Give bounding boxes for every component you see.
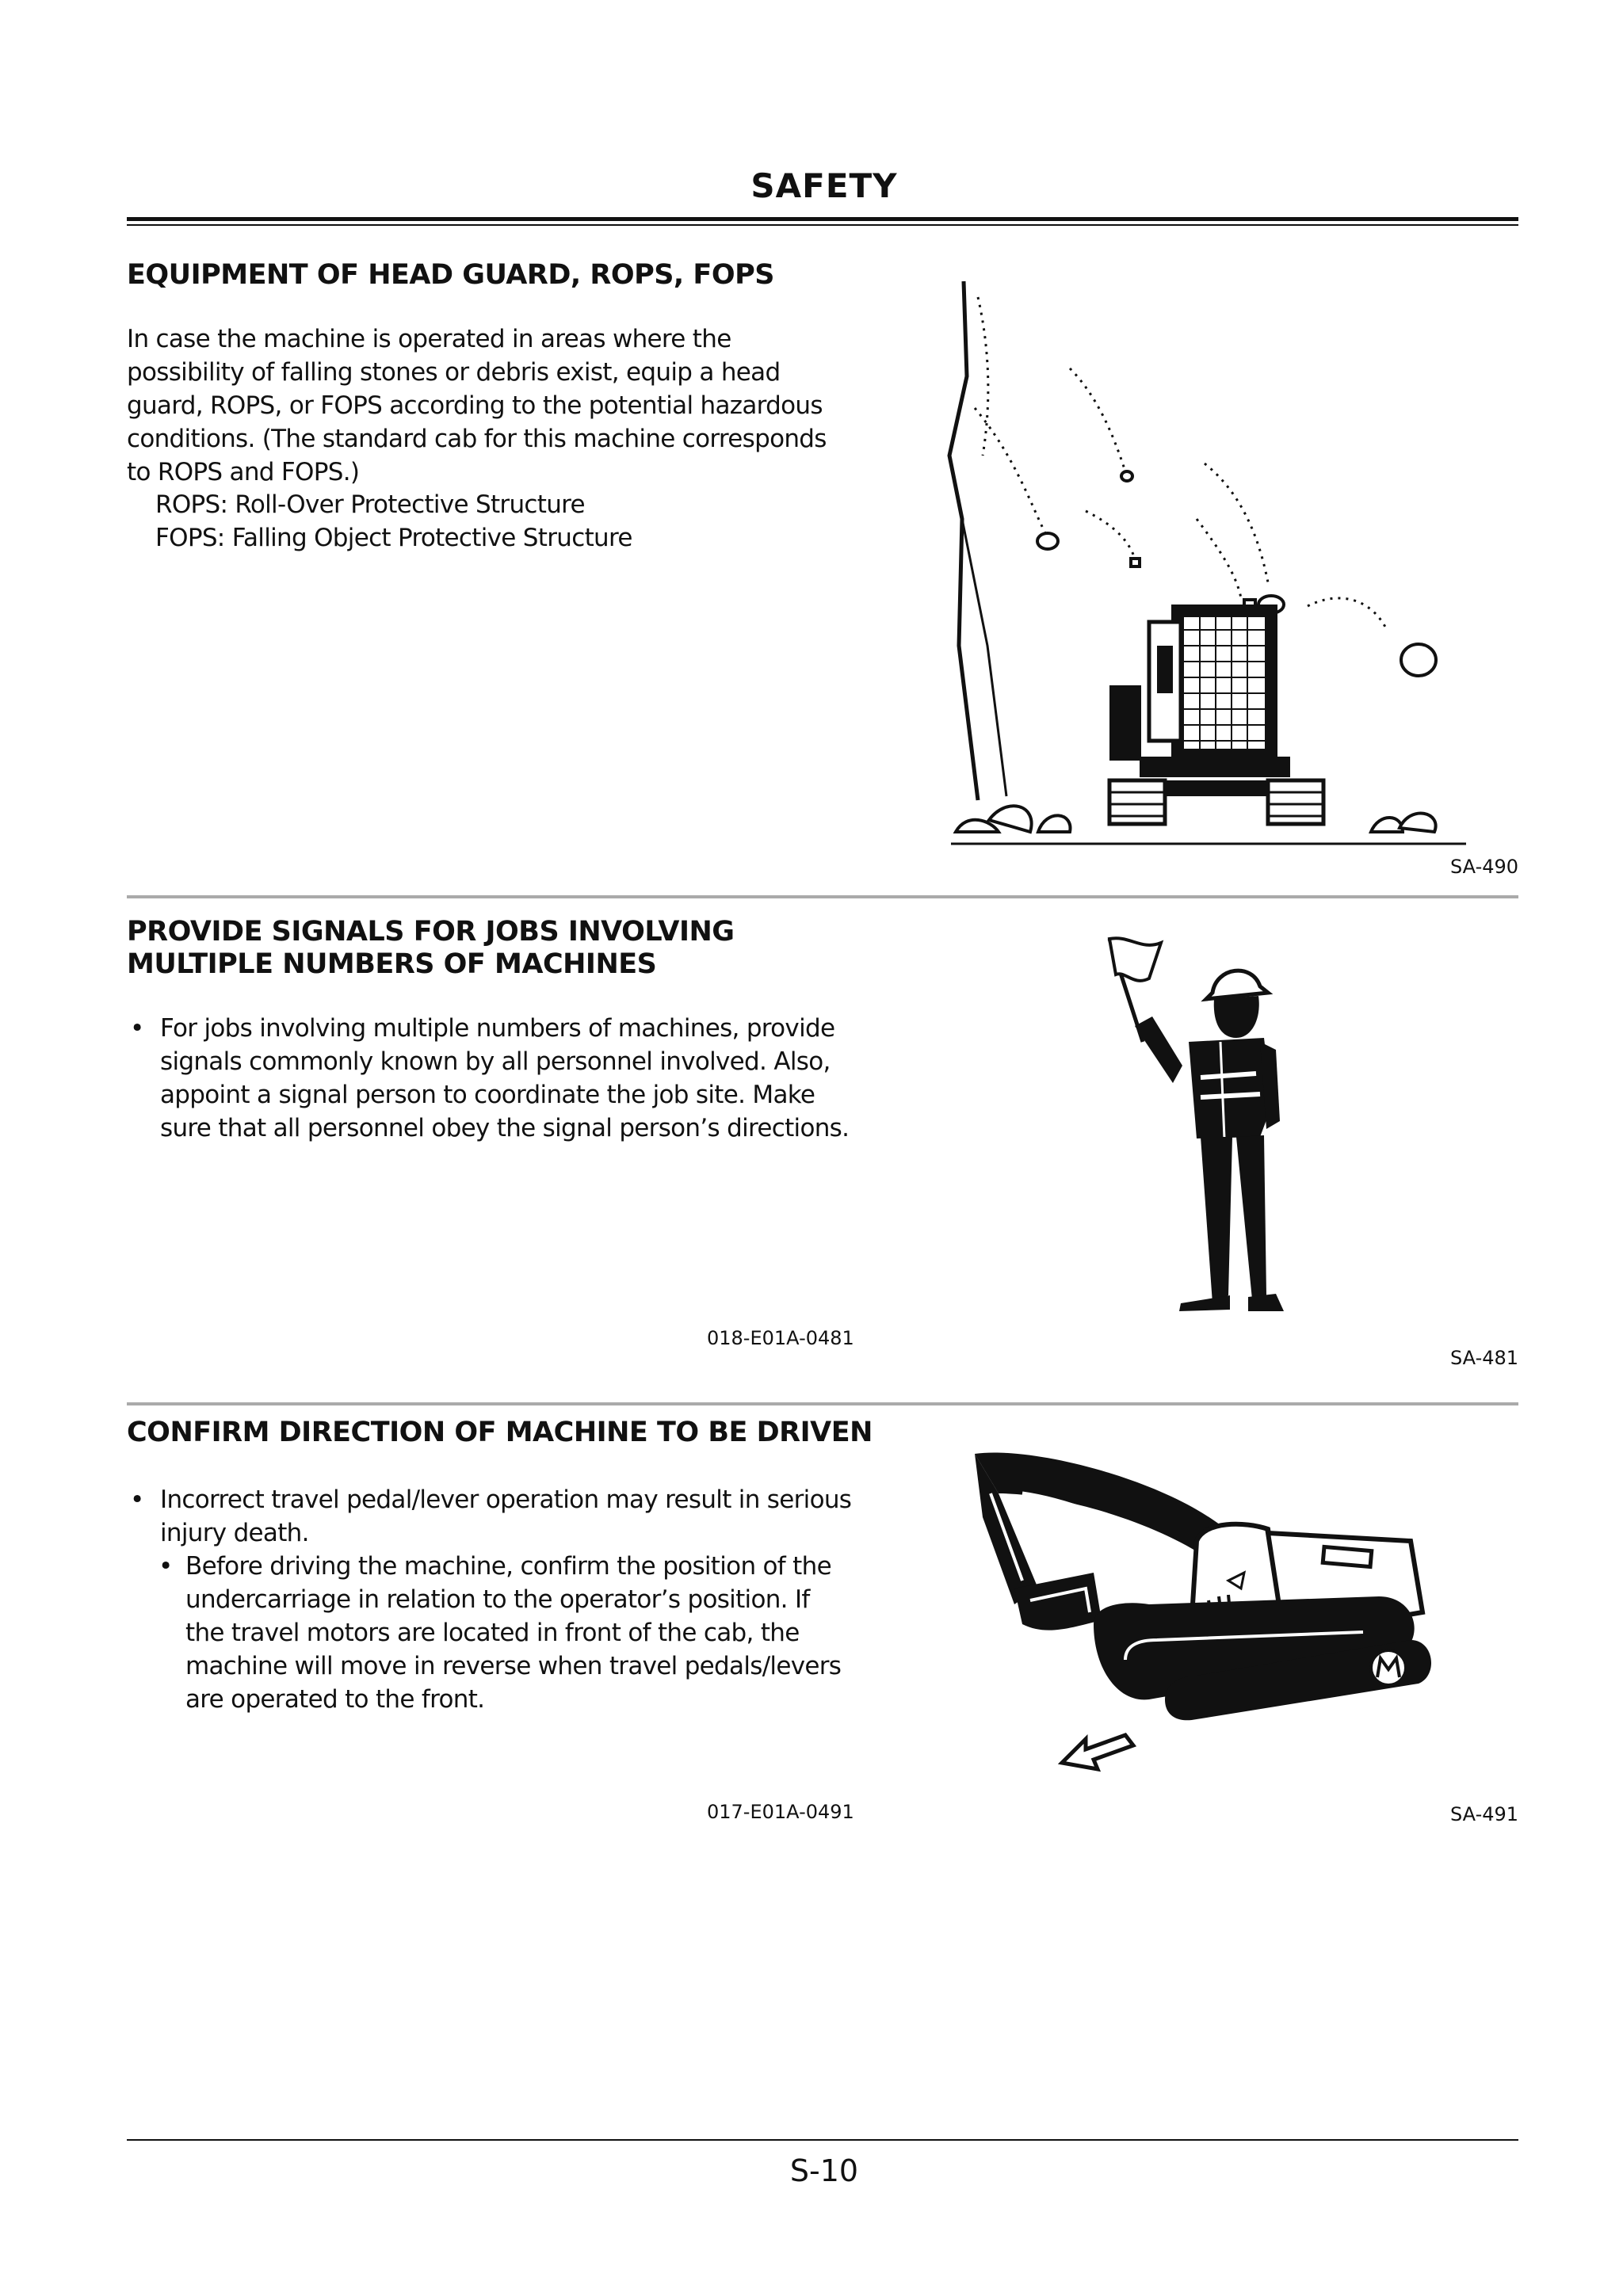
excavator-direction-illustration xyxy=(967,1446,1442,1787)
definition-rops: ROPS: Roll-Over Protective Structure xyxy=(155,490,585,519)
section-paragraph-head-guard: In case the machine is operated in areas where the possibility of falling stones or debris exist, equip a head guard, ROPS, or FOPS according to the potential hazardous conditions. (The standard cab for this machine corresponds to ROPS and FOPS.) xyxy=(127,325,827,486)
section-title-signals-line-1: PROVIDE SIGNALS FOR JOBS INVOLVING xyxy=(127,916,735,948)
section-title-head-guard: EQUIPMENT OF HEAD GUARD, ROPS, FOPS xyxy=(127,259,774,291)
sub-bullet-item-direction xyxy=(155,1550,853,1716)
bullet-glyph: • xyxy=(130,1014,144,1043)
page-header-title: SAFETY xyxy=(750,166,898,205)
header-rule-thin xyxy=(127,224,1518,226)
figure-label-sa-481: SA-481 xyxy=(1450,1347,1519,1369)
section-title-direction: CONFIRM DIRECTION OF MACHINE TO BE DRIVEN xyxy=(127,1417,873,1448)
signal-person-illustration xyxy=(1094,931,1308,1315)
page-number: S-10 xyxy=(789,2153,859,2188)
reference-code-0481: 018-E01A-0481 xyxy=(707,1327,854,1349)
figure-label-sa-490: SA-490 xyxy=(1450,856,1519,878)
section-divider xyxy=(127,1402,1518,1405)
bullet-item-signals xyxy=(127,1012,856,1145)
section-divider xyxy=(127,895,1518,898)
definition-fops: FOPS: Falling Object Protective Structure xyxy=(155,524,632,552)
reference-code-0491: 017-E01A-0491 xyxy=(707,1801,854,1823)
bullet-text-direction: Incorrect travel pedal/lever operation may result in serious injury death. xyxy=(160,1486,852,1547)
bullet-text-signals: For jobs involving multiple numbers of machines, provide signals commonly known by all personnel involved. Also, appoint a signal person to coordinate the job site. Make sure that all personnel obey the signal person’s directions. xyxy=(160,1014,850,1142)
bullet-item-direction xyxy=(127,1483,856,1550)
bullet-glyph: • xyxy=(130,1486,144,1514)
section-title-signals-line-2: MULTIPLE NUMBERS OF MACHINES xyxy=(127,948,657,980)
falling-rocks-excavator-illustration xyxy=(927,273,1498,860)
header-rule-thick xyxy=(127,217,1518,221)
sub-bullet-text-direction: Before driving the machine, confirm the position of the undercarriage in relation to the operator’s position. If the travel motors are located in front of the cab, the machine will move in reverse when travel pedals/levers are operated to the front. xyxy=(185,1552,842,1714)
figure-label-sa-491: SA-491 xyxy=(1450,1803,1519,1825)
footer-rule xyxy=(127,2139,1518,2141)
sub-bullet-glyph: • xyxy=(158,1552,173,1581)
